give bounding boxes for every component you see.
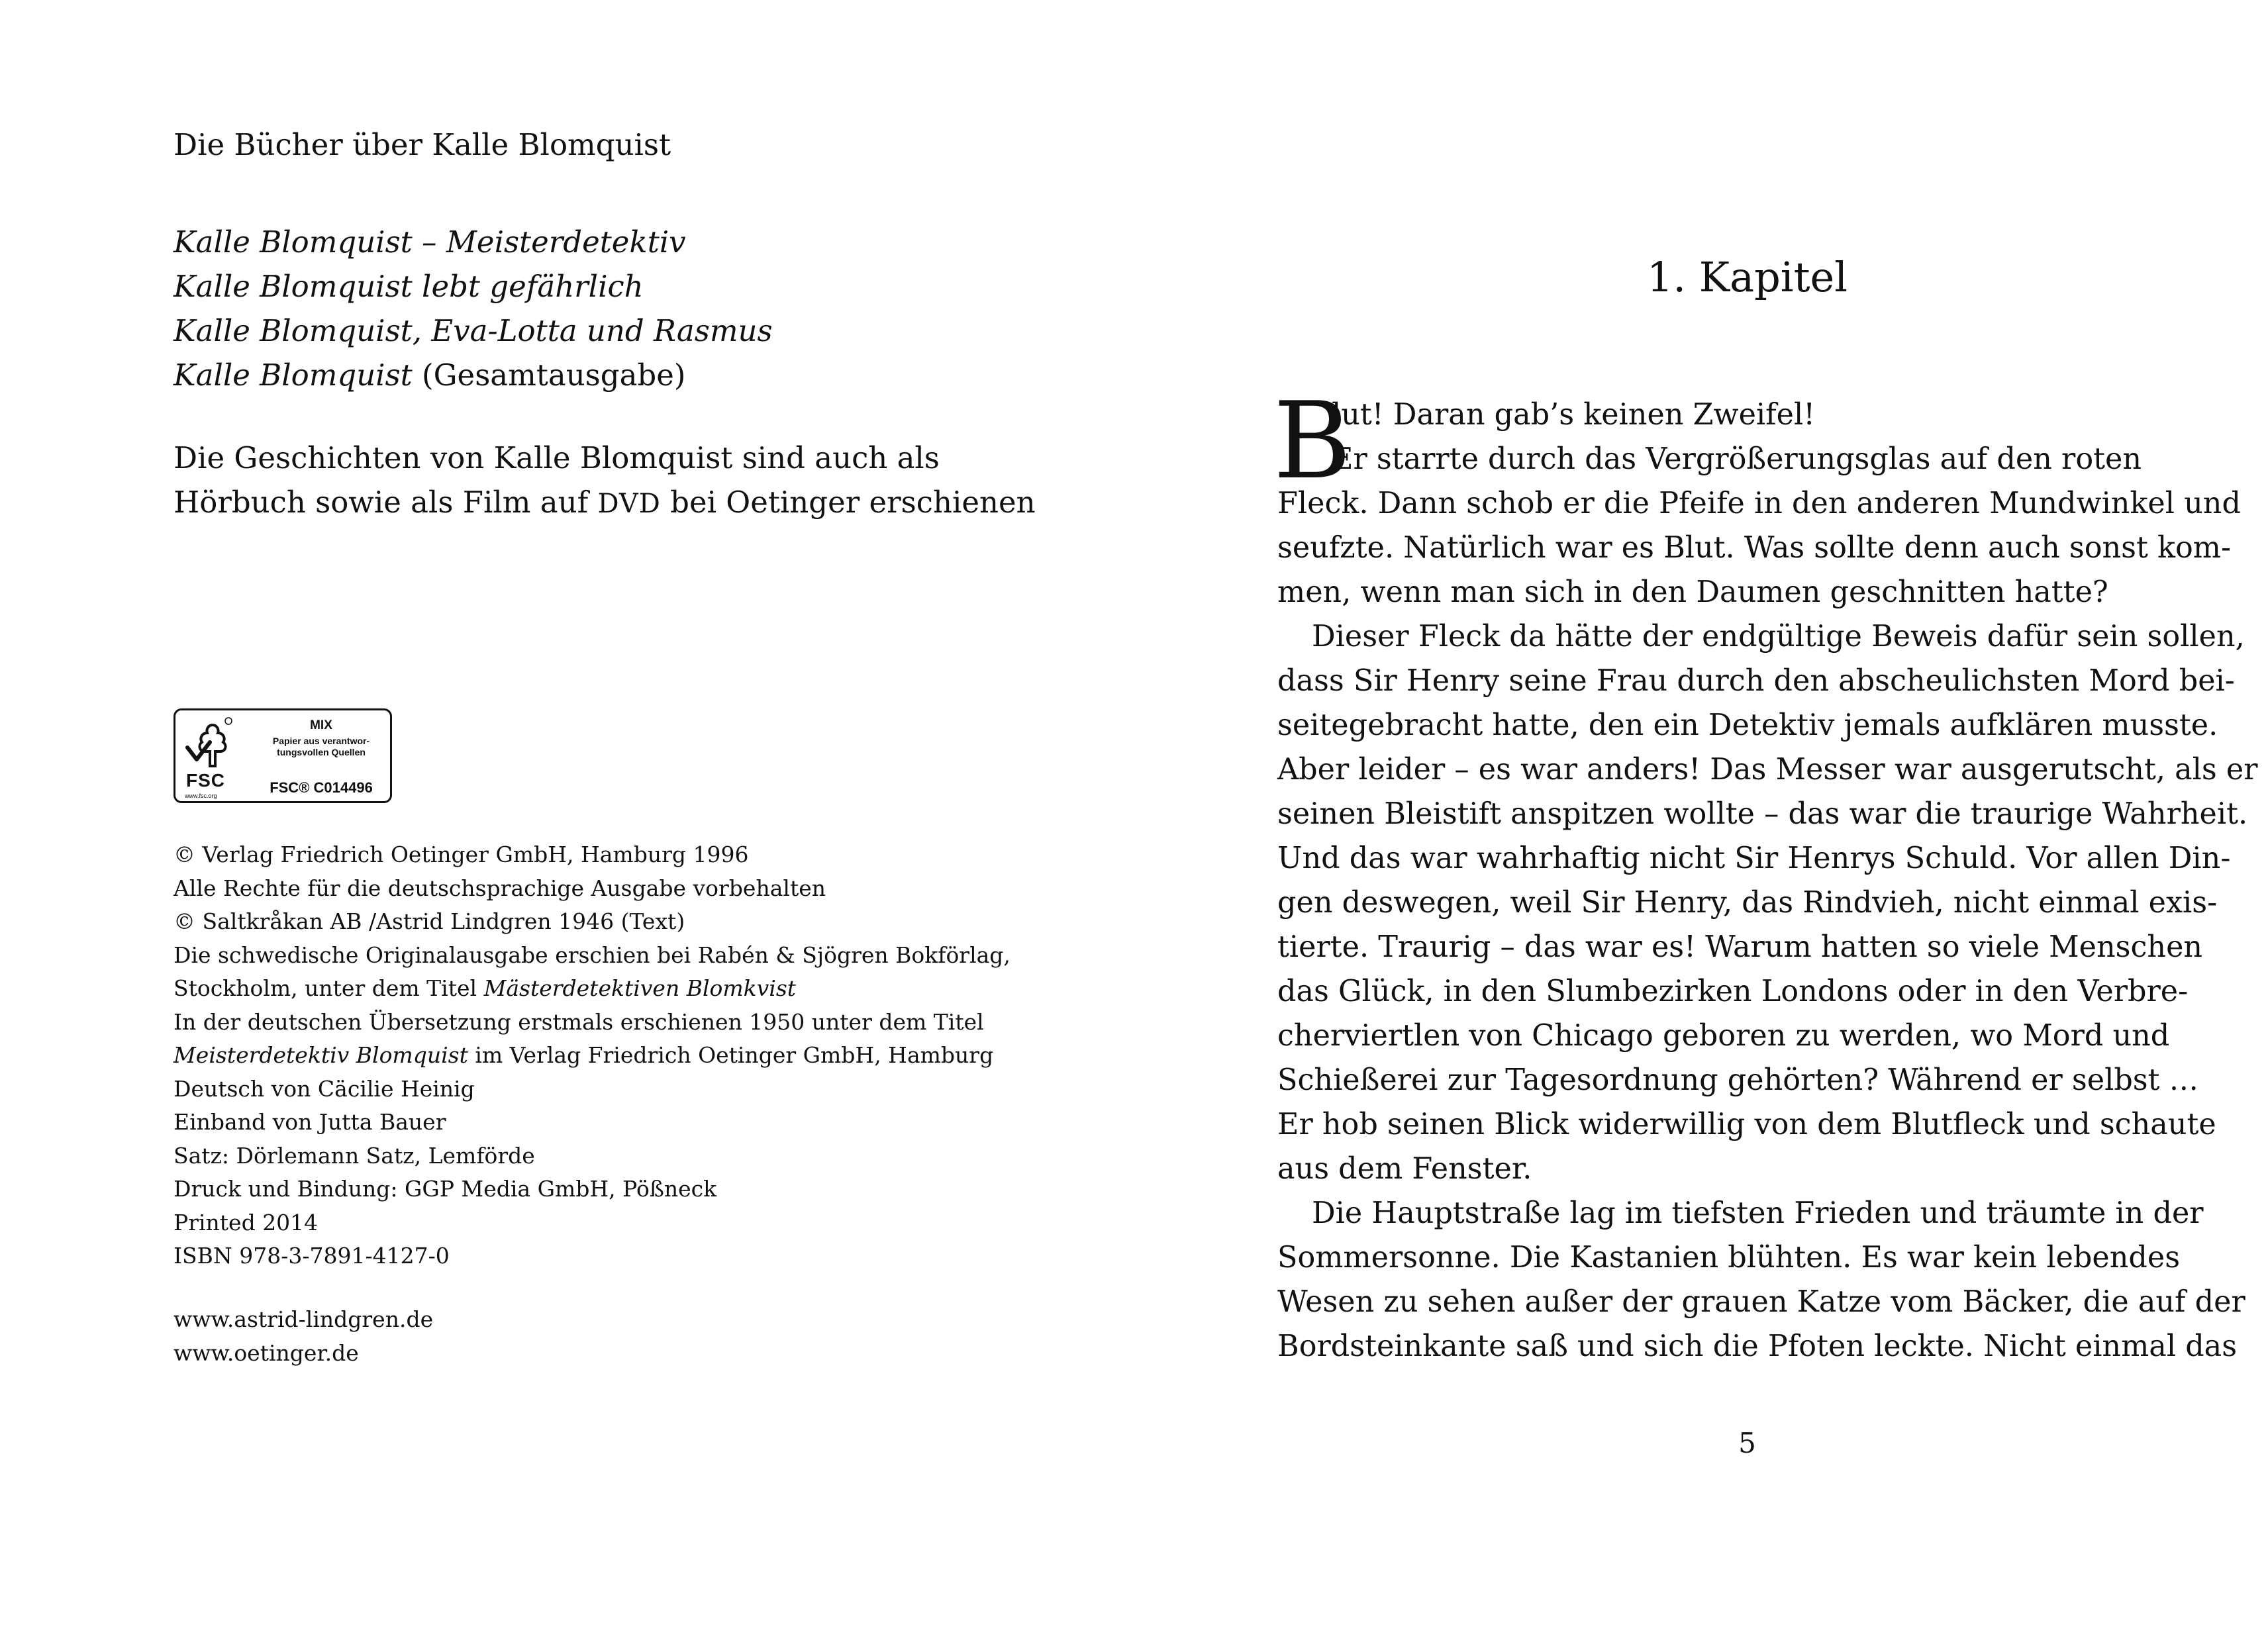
imprint-line: © Verlag Friedrich Oetinger GmbH, Hamburg 1996 xyxy=(173,842,749,867)
text-line: men, wenn man sich in den Daumen geschnitten hatte? xyxy=(1277,575,2108,609)
media-note xyxy=(173,436,1036,526)
url-oetinger: www.oetinger.de xyxy=(173,1339,359,1366)
imprint-line: Printed 2014 xyxy=(173,1209,319,1235)
text-line: tierte. Traurig – das war es! Warum hatten so viele Menschen xyxy=(1277,930,2203,964)
fsc-description: Papier aus verantwor- tungsvollen Quellen xyxy=(272,736,370,757)
chapter-title: 1. Kapitel xyxy=(1646,253,1848,301)
text-line: Fleck. Dann schob er die Pfeife in den anderen Mundwinkel und xyxy=(1277,487,2241,520)
media-note-line: Die Geschichten von Kalle Blomquist sind auch als xyxy=(173,440,940,475)
text-line: Wesen zu sehen außer der grauen Katze vom Bäcker, die auf der xyxy=(1277,1285,2245,1319)
url-astrid-lindgren: www.astrid-lindgren.de xyxy=(173,1306,434,1332)
text-line: lut! Daran gab’s keinen Zweifel! xyxy=(1332,398,1816,432)
imprint-line: In der deutschen Übersetzung erstmals erschienen 1950 unter dem Titel xyxy=(173,1008,984,1035)
fsc-mix: MIX xyxy=(310,718,332,732)
imprint-line: Alle Rechte für die deutschsprachige Ausgabe vorbehalten xyxy=(173,875,826,901)
fsc-code: FSC® C014496 xyxy=(270,779,373,796)
text-line: Die Hauptstraße lag im tiefsten Frieden und träumte in der xyxy=(1312,1196,2204,1230)
text-line: Bordsteinkante saß und sich die Pfoten leckte. Nicht einmal das xyxy=(1277,1329,2238,1363)
book-title: Kalle Blomquist lebt gefährlich xyxy=(173,269,644,304)
text-line: gen deswegen, weil Sir Henry, das Rindvieh, nicht einmal exis- xyxy=(1277,886,2218,920)
text-line: Er starrte durch das Vergrößerungsglas auf den roten xyxy=(1332,442,2142,476)
right-page xyxy=(1134,0,2268,1642)
book-title-list xyxy=(173,220,773,397)
text-line: Sommersonne. Die Kastanien blühten. Es war kein lebendes xyxy=(1277,1241,2181,1275)
text-line: Aber leider – es war anders! Das Messer war ausgerutscht, als er xyxy=(1277,753,2258,787)
text-line: seitegebracht hatte, den ein Detektiv jemals aufklären musste. xyxy=(1277,708,2218,742)
imprint-line: Druck und Bindung: GGP Media GmbH, Pößneck xyxy=(173,1176,717,1202)
imprint-line: Meisterdetektiv Blomquist im Verlag Friedrich Oetinger GmbH, Hamburg xyxy=(173,1042,994,1068)
text-line: aus dem Fenster. xyxy=(1277,1152,1532,1186)
series-heading: Die Bücher über Kalle Blomquist xyxy=(173,127,671,162)
drop-cap: B xyxy=(1273,379,1352,503)
imprint-line: Einband von Jutta Bauer xyxy=(173,1109,446,1135)
imprint-line: Deutsch von Cäcilie Heinig xyxy=(173,1075,475,1102)
text-line: cherviertlen von Chicago geboren zu werden, wo Mord und xyxy=(1277,1019,2170,1053)
text-line: Er hob seinen Blick widerwillig von dem Blutfleck und schaute xyxy=(1277,1108,2216,1141)
text-line: Schießerei zur Tagesordnung gehörten? Während er selbst … xyxy=(1277,1063,2199,1097)
imprint-line: ISBN 978-3-7891-4127-0 xyxy=(173,1243,450,1269)
text-line: Dieser Fleck da hätte der endgültige Beweis dafür sein sollen, xyxy=(1312,620,2245,653)
imprint xyxy=(173,838,1011,1273)
chapter-body-text xyxy=(1273,379,2258,1369)
publisher-urls xyxy=(173,1303,433,1370)
imprint-line: © Saltkråkan AB /Astrid Lindgren 1946 (Text) xyxy=(173,908,685,934)
text-line: seinen Bleistift anspitzen wollte – das war die traurige Wahrheit. xyxy=(1277,797,2248,831)
media-note-line: Hörbuch sowie als Film auf DVD bei Oetinger erschienen xyxy=(173,485,1036,520)
imprint-line: Die schwedische Originalausgabe erschien bei Rabén & Sjögren Bokförlag, xyxy=(173,942,1011,968)
book-title: Kalle Blomquist (Gesamtausgabe) xyxy=(173,358,686,393)
book-title: Kalle Blomquist – Meisterdetektiv xyxy=(173,224,686,260)
imprint-line: Stockholm, unter dem Titel Mästerdetektiven Blomkvist xyxy=(173,975,797,1001)
text-line: dass Sir Henry seine Frau durch den abscheulichsten Mord bei- xyxy=(1277,664,2235,698)
fsc-url: www.fsc.org xyxy=(185,793,217,799)
text-line: seufzte. Natürlich war es Blut. Was sollte denn auch sonst kom- xyxy=(1277,531,2232,565)
book-title: Kalle Blomquist, Eva-Lotta und Rasmus xyxy=(173,313,773,348)
text-line: Und das war wahrhaftig nicht Sir Henrys Schuld. Vor allen Din- xyxy=(1277,842,2231,875)
fsc-mix-label xyxy=(173,708,392,803)
imprint-line: Satz: Dörlemann Satz, Lemförde xyxy=(173,1142,535,1169)
fsc-logo-text: FSC xyxy=(186,770,225,791)
text-line: das Glück, in den Slumbezirken Londons oder in den Verbre- xyxy=(1277,975,2189,1008)
page-number: 5 xyxy=(1738,1427,1756,1459)
